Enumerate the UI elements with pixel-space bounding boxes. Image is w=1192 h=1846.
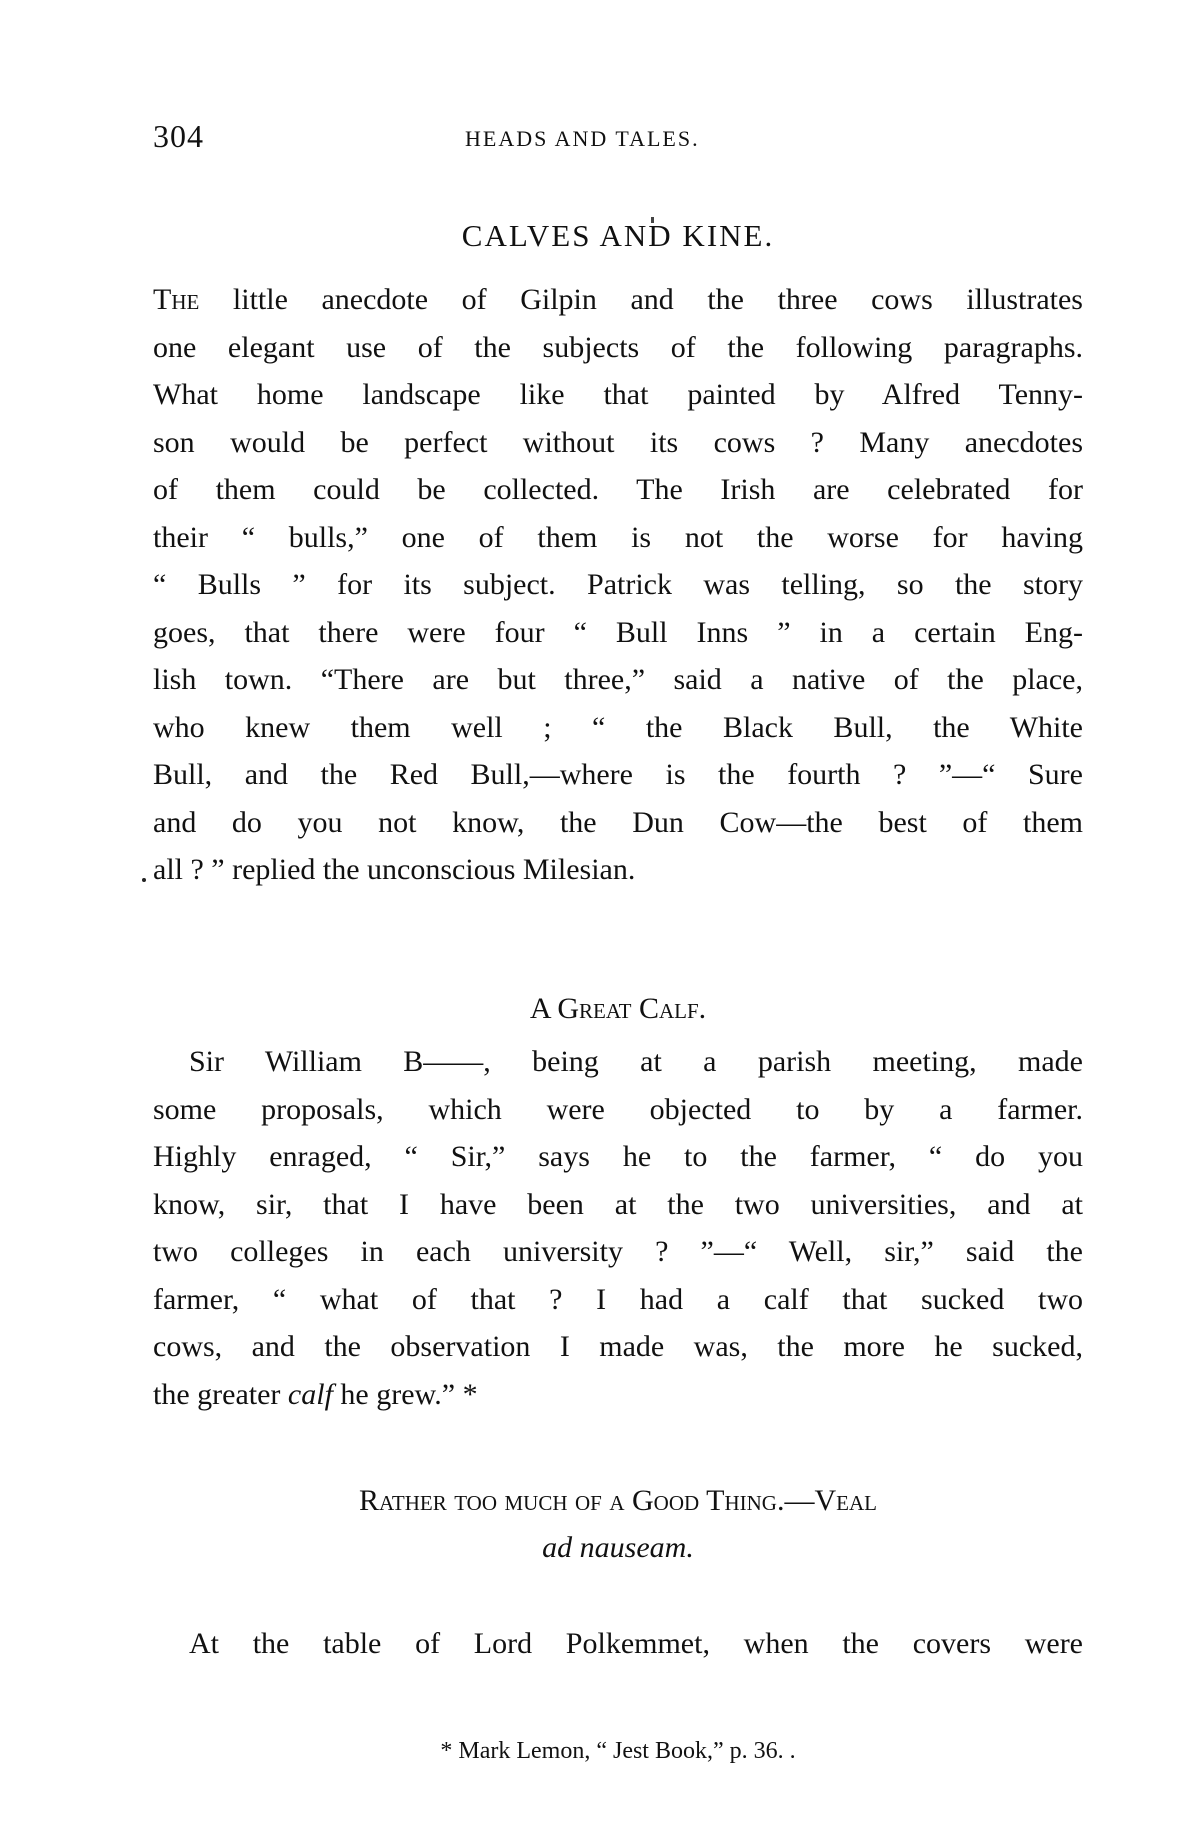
text-line: farmer, “ what of that ? I had a calf that sucked two (153, 1282, 1083, 1316)
footnote: * Mark Lemon, “ Jest Book,” p. 36. . (440, 1738, 796, 1764)
text-line: their “ bulls,” one of them is not the worse for having (153, 520, 1083, 554)
text-line: some proposals, which were objected to by a farmer. (153, 1092, 1083, 1126)
text-line: lish town. “There are but three,” said a native of the place, (153, 663, 1083, 696)
text-line: Sir William B——, being at a parish meeting, made (189, 1045, 1083, 1078)
section-rather-too-much-body (153, 1620, 1083, 1668)
text-line: Bull, and the Red Bull,—where is the fourth ? ”—“ Sure (153, 758, 1083, 791)
text-line: who knew them well ; “ the Black Bull, the White (153, 710, 1083, 744)
subsection-title-rather-too-much: Rather too much of a Good Thing.—Veal ad nauseam. (359, 1484, 877, 1564)
text-line: cows, and the observation I made was, the more he sucked, (153, 1330, 1083, 1363)
text-line: son would be perfect without its cows ? Many anecdotes (153, 425, 1083, 459)
text-line: the greater calf he grew.” * (153, 1377, 478, 1411)
text-line: know, sir, that I have been at the two universities, and at (153, 1187, 1083, 1221)
text-line: What home landscape like that painted by Alfred Tenny- (153, 378, 1083, 411)
italic-word: calf (287, 1377, 333, 1411)
running-head: HEADS AND TALES. (465, 126, 700, 151)
section-great-calf-body (153, 1038, 1083, 1418)
text-line: one elegant use of the subjects of the following paragraphs. (153, 330, 1083, 364)
text-line: Highly enraged, “ Sir,” says he to the farmer, “ do you (153, 1140, 1083, 1173)
text-line: and do you not know, the Dun Cow—the best of them (153, 805, 1083, 839)
section-calves-and-kine-body (153, 276, 1083, 894)
page-number: 304 (153, 118, 204, 154)
section-title-calves-and-kine: CALVES AND KINE. (461, 218, 775, 253)
paragraph-lead-word: The (153, 283, 200, 316)
text-line: goes, that there were four “ Bull Inns ” in a certain Eng- (153, 615, 1083, 649)
text-line: The little anecdote of Gilpin and the three cows illustrates (153, 283, 1083, 316)
text-line: At the table of Lord Polkemmet, when the covers were (189, 1627, 1083, 1660)
text-line: two colleges in each university ? ”—“ Well, sir,” said the (153, 1235, 1083, 1268)
subsection-title-great-calf: A Great Calf. (529, 992, 707, 1025)
text-line: all ? ” replied the unconscious Milesian. (153, 853, 636, 886)
page-header (153, 118, 1093, 158)
text-line: of them could be collected. The Irish are celebrated for (153, 473, 1083, 506)
text-line: “ Bulls ” for its subject. Patrick was telling, so the story (153, 568, 1083, 601)
margin-dot (142, 878, 146, 882)
